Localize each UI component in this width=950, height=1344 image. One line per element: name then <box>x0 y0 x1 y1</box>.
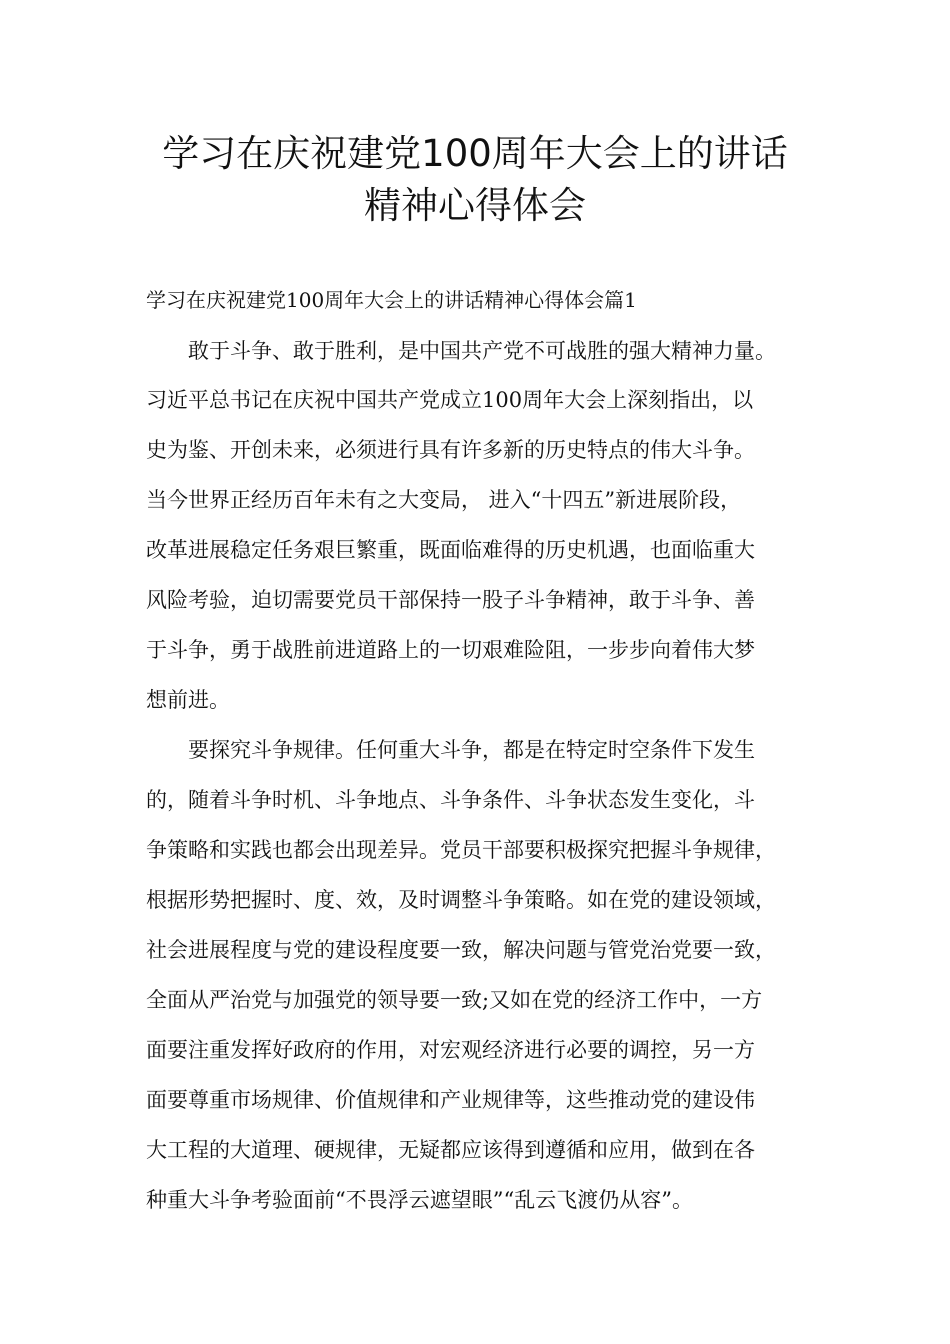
paragraph-line: 的，随着斗争时机、斗争地点、斗争条件、斗争状态发生变化，斗 <box>146 788 755 812</box>
paragraph-line: 大工程的大道理、硬规律，无疑都应该得到遵循和应用，做到在各 <box>146 1138 755 1162</box>
paragraph-line: 史为鉴、开创未来，必须进行具有许多新的历史特点的伟大斗争。 <box>146 438 755 462</box>
paragraph-line: 根据形势把握时、度、效，及时调整斗争策略。如在党的建设领域， <box>146 888 776 912</box>
paragraph-line: 当今世界正经历百年未有之大变局， 进入“十四五”新进展阶段， <box>146 488 742 512</box>
paragraph-line: 敢于斗争、敢于胜利，是中国共产党不可战胜的强大精神力量。 <box>188 339 776 363</box>
paragraph-line: 全面从严治党与加强党的领导要一致;又如在党的经济工作中，一方 <box>146 988 763 1012</box>
paragraph-line: 于斗争，勇于战胜前进道路上的一切艰难险阻，一步步向着伟大梦 <box>146 638 755 662</box>
document-title-line-1: 学习在庆祝建党100周年大会上的讲话 <box>162 132 788 175</box>
paragraph-line: 面要尊重市场规律、价值规律和产业规律等，这些推动党的建设伟 <box>146 1088 755 1112</box>
paragraph-line: 争策略和实践也都会出现差异。党员干部要积极探究把握斗争规律， <box>146 838 776 862</box>
paragraph-line: 习近平总书记在庆祝中国共产党成立100周年大会上深刻指出，以 <box>146 388 754 412</box>
paragraph-line: 风险考验，迫切需要党员干部保持一股子斗争精神，敢于斗争、善 <box>146 588 755 612</box>
paragraph-line: 社会进展程度与党的建设程度要一致，解决问题与管党治党要一致， <box>146 938 776 962</box>
paragraph-line: 改革进展稳定任务艰巨繁重，既面临难得的历史机遇，也面临重大 <box>146 538 755 562</box>
paragraph-line: 要探究斗争规律。任何重大斗争，都是在特定时空条件下发生 <box>188 738 755 762</box>
paragraph-line: 种重大斗争考验面前“不畏浮云遮望眼”“乱云飞渡仍从容”。 <box>146 1188 693 1212</box>
paragraph-line: 想前进。 <box>146 688 230 712</box>
document-title-line-2: 精神心得体会 <box>364 184 586 227</box>
paragraph-line: 面要注重发挥好政府的作用，对宏观经济进行必要的调控，另一方 <box>146 1038 755 1062</box>
section-heading: 学习在庆祝建党100周年大会上的讲话精神心得体会篇1 <box>146 288 637 312</box>
